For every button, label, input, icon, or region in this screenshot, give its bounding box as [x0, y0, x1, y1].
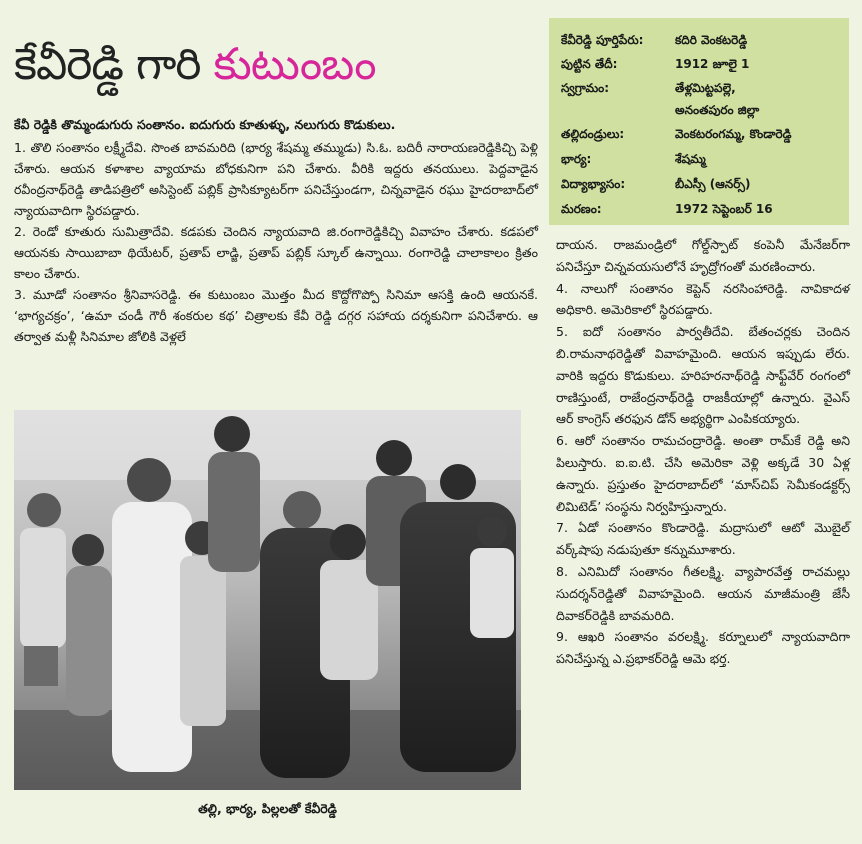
- right-column: [556, 234, 850, 670]
- info-value: శేషమ్మ: [675, 152, 706, 166]
- paragraph-child-8: 8. ఎనిమిదో సంతానం గీతలక్ష్మి. వ్యాపారవేత్త రాచమల్లు సుదర్శన్‌రెడ్డితో వివాహమైంది. ఆయన మాజీమంత్రి జేసీ దివాకర్‌రెడ్డికి బావమరిది.: [556, 563, 850, 623]
- info-key: తల్లిదండ్రులు:: [561, 127, 625, 141]
- lead-paragraph: కేవీ రెడ్డికి తొమ్మండుగురు సంతానం. ఐదుగురు కూతుళ్ళు, నలుగురు కొడుకులు.: [14, 117, 396, 132]
- info-value: వెంకటరంగమ్మ, కొండారెడ్డి: [675, 127, 792, 141]
- biography-infobox: [549, 18, 849, 225]
- paragraph-child-5: 5. ఐదో సంతానం పార్వతీదేవి. బేతంచర్లకు చెందిన బి.రామనాథరెడ్డితో వివాహమైంది. ఆయన ఇప్పుడు లేరు. వారికి ఇద్దరు కొడుకులు. హరిహరనాథ్‌రెడ్డి సాఫ్ట్‌వేర్ రంగంలో రాణిస్తుంటే, రాజేంద్రనాథ్‌రెడ్డి రాజకీయాల్లో ఉన్నారు. వైఎస్ ఆర్ కాంగ్రెస్ తరఫున డోన్ అభ్యర్థిగా ఎంపికయ్యారు.: [556, 324, 850, 427]
- info-key: విద్యాభ్యాసం:: [561, 177, 626, 191]
- headline-part-1: కేవీరెడ్డి గారి: [14, 39, 214, 90]
- info-key: స్వగ్రామం:: [561, 81, 610, 95]
- info-value: కదిరి వెంకటరెడ్డి: [675, 33, 748, 47]
- headline: [14, 34, 376, 96]
- headline-part-2: కుటుంబం: [213, 39, 376, 90]
- family-photo: [14, 410, 521, 790]
- paragraph-child-1: 1. తొలి సంతానం లక్ష్మీదేవి. సొంత బావమరిది (భార్య శేషమ్మ తమ్ముడు) సి.ఓ. బదిరీ నారాయణరెడ్డికిచ్చి పెళ్లి చేశారు. ఆయన కళాశాల వ్యాయామ బోధకునిగా పని చేశారు. వీరికి ఇద్దరు తనయులు. పెద్దవాడైన రవీంద్రనాథ్‌రెడ్డి తాడిపత్రిలో అసిస్టెంట్ పబ్లిక్ ప్రాసిక్యూటర్‌గా పనిచేస్తుండగా, చిన్నవాడైన రఘు హైదరాబాద్‌లో న్యాయవాదిగా స్థిరపడ్డారు.: [14, 140, 538, 218]
- info-key: కేవీరెడ్డి పూర్తిపేరు:: [561, 33, 644, 47]
- left-column: [14, 137, 538, 347]
- paragraph-continued: దాయన. రాజమండ్రిలో గోల్డ్‌స్పాట్ కంపెనీ మేనేజర్‌గా పనిచేస్తూ చిన్నవయసులోనే హృద్రోగంతో మరణించారు.: [556, 237, 850, 274]
- paragraph-child-7: 7. ఏడో సంతానం కొండారెడ్డి. మద్రాసులో ఆటో మొబైల్ వర్క్‌షాపు నడుపుతూ కన్నుమూశారు.: [556, 520, 850, 558]
- paragraph-child-3: 3. మూడో సంతానం శ్రీనివాసరెడ్డి. ఈ కుటుంబం మొత్తం మీద కొద్దోగొప్పో సినిమా ఆసక్తి ఉంది ఆయనకే. ‘భాగ్యచక్రం’, ‘ఉమా చండీ గౌరీ శంకరుల కథ’ చిత్రాలకు కేవీ రెడ్డి దగ్గర సహాయ దర్శకునిగా పనిచేశారు. ఆ తర్వాత మళ్లీ సినిమాల జోలికి వెళ్లలే: [14, 287, 538, 344]
- info-value: అనంతపురం జిల్లా: [675, 103, 760, 117]
- info-key: మరణం:: [561, 202, 602, 216]
- paragraph-child-9: 9. ఆఖరి సంతానం వరలక్ష్మి. కర్నూలులో న్యాయవాదిగా పనిచేస్తున్న ఎ.ప్రభాకర్‌రెడ్డి ఆమె భర్త.: [556, 629, 850, 667]
- info-key: పుట్టిన తేదీ:: [561, 57, 618, 71]
- paragraph-child-6: 6. ఆరో సంతానం రామచంద్రారెడ్డి. అంతా రామ్‌కే రెడ్డి అని పిలుస్తారు. ఐ.ఐ.టి. చేసి అమెరికా వెళ్లి అక్కడే 30 ఏళ్ల ఉన్నారు. ప్రస్తుతం హైదరాబాద్‌లో ‘మాస్‌చిప్ సెమీకండక్టర్స్ లిమిటెడ్’ సంస్థను నిర్వహిస్తున్నారు.: [556, 433, 850, 514]
- info-value: బీఎస్సీ (ఆనర్స్): [675, 177, 751, 191]
- photo-caption: తల్లి, భార్య, పిల్లలతో కేవీరెడ్డి: [198, 801, 337, 816]
- info-value: 1972 సెప్టెంబర్ 16: [675, 202, 773, 216]
- paragraph-child-2: 2. రెండో కూతురు సుమిత్రాదేవి. కడపకు చెందిన న్యాయవాది జి.రంగారెడ్డికిచ్చి వివాహం చేశారు. కడపలో ఆయనకు సాయిబాబా థియేటర్, ప్రతాప్ లాడ్జి, ప్రతాప్ పబ్లిక్ స్కూల్ ఉన్నాయి. రంగారెడ్డి చాలాకాలం క్రితం కాలం చేశారు.: [14, 224, 538, 281]
- family-photo-illustration: [14, 410, 521, 790]
- info-value: తేళ్లమిట్టపల్లె,: [675, 81, 736, 95]
- info-key: భార్య:: [561, 152, 592, 166]
- paragraph-child-4: 4. నాలుగో సంతానం కెప్టెన్ నరసింహారెడ్డి. నావికాదళ అధికారి. అమెరికాలో స్థిరపడ్డారు.: [556, 280, 850, 318]
- info-value: 1912 జూలై 1: [675, 57, 750, 71]
